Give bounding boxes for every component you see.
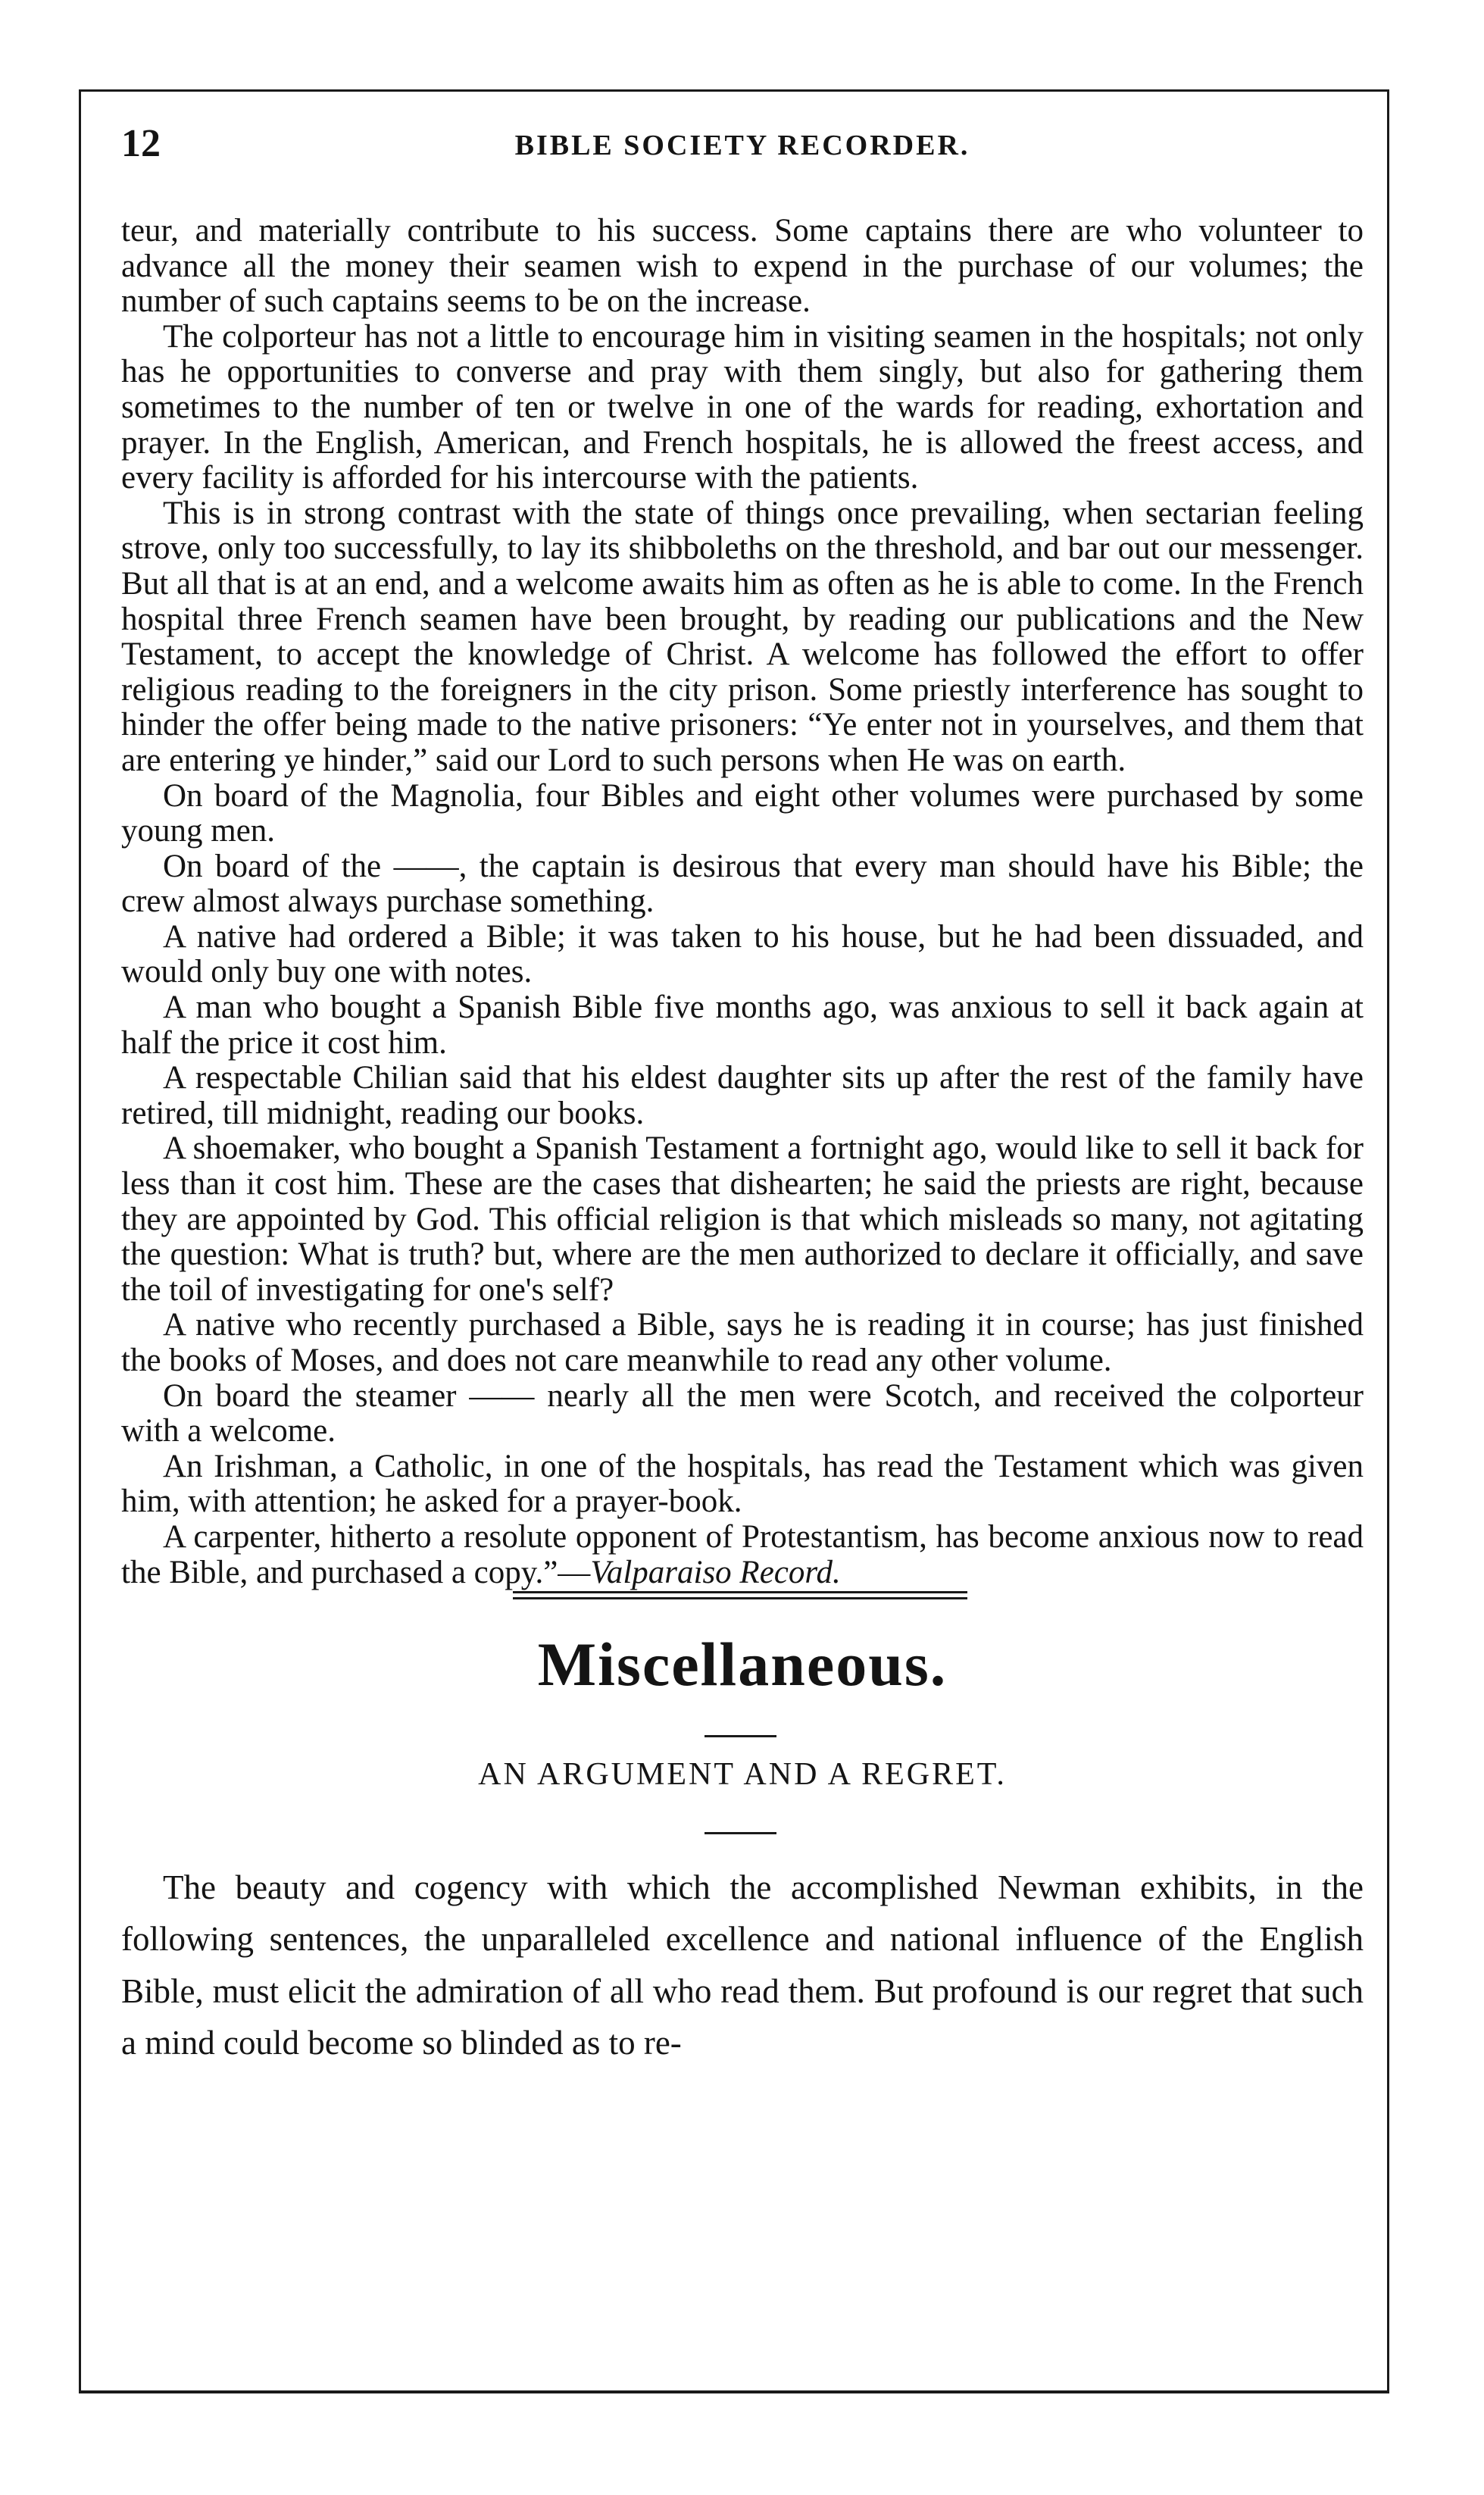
paragraph: The beauty and cogency with which the accomplished Newman exhibits, in the following sentences, the unparalleled excellence and national influence of the English Bible, must elicit the admiration of all who read them. But profound is our regret that such a mind could become so blinded as to re- — [121, 1868, 1364, 2062]
running-title: BIBLE SOCIETY RECORDER. — [514, 130, 970, 161]
section-divider — [513, 1591, 967, 1599]
paragraph: A respectable Chilian said that his eldest daughter sits up after the rest of the family have retired, till midnight, reading our books. — [121, 1060, 1364, 1131]
section-heading: Miscellaneous. — [537, 1630, 948, 1699]
bottom-border-rule — [79, 2390, 1389, 2393]
paragraph: An Irishman, a Catholic, in one of the hospitals, has read the Testament which was given him, with attention; he asked for a prayer-book. — [121, 1448, 1364, 1520]
page-header — [121, 121, 1364, 167]
paragraph: A native had ordered a Bible; it was taken to his house, but he had been dissuaded, and would only buy one with notes. — [121, 918, 1364, 990]
paragraph: A shoemaker, who bought a Spanish Testament a fortnight ago, would like to sell it back for less than it cost him. These are the cases that dishearten; he said the priests are right, because they are appointed by God. This official religion is that which misleads so many, not agitating the question: What is truth? but, where are the men authorized to declare it officially, and save the toil of investigating for one's self? — [121, 1130, 1364, 1308]
paragraph: On board the steamer —— nearly all the men were Scotch, and received the colporteur with a welcome. — [121, 1377, 1364, 1449]
paragraph: A man who bought a Spanish Bible five months ago, was anxious to sell it back again at half the price it cost him. — [121, 990, 1364, 1061]
paragraph: teur, and materially contribute to his success. Some captains there are who volunteer to advance all the money their seamen wish to expend in the purchase of our volumes; the number of such captains seems to be on the increase. — [121, 213, 1364, 320]
source-citation: Valparaiso Record. — [590, 1554, 841, 1590]
title-underline-rule — [705, 1832, 776, 1834]
heading-underline-rule — [705, 1735, 776, 1737]
page-number: 12 — [121, 122, 161, 165]
paragraph: On board of the Magnolia, four Bibles and eight other volumes were purchased by some young men. — [121, 777, 1364, 849]
article-body — [121, 214, 1364, 1590]
paragraph: The colporteur has not a little to encourage him in visiting seamen in the hospitals; not only has he opportunities to converse and pray with them singly, but also for gathering them sometimes to the number of ten or twelve in one of the wards for reading, exhortation and prayer. In the English, American, and French hospitals, he is allowed the freest access, and every facility is afforded for his intercourse with the patients. — [121, 318, 1364, 496]
article-title: AN ARGUMENT AND A REGRET. — [478, 1757, 1007, 1792]
paragraph: On board of the ——, the captain is desirous that every man should have his Bible; the crew almost always purchase something. — [121, 848, 1364, 920]
closing-paragraph — [121, 1520, 1364, 1590]
paragraph: This is in strong contrast with the state of things once prevailing, when sectarian feeling strove, only too successfully, to lay its shibboleths on the threshold, and bar out our messenger. But all that is at an end, and a welcome awaits him as often as he is able to come. In the French hospital three French seamen have been brought, by reading our publications and the New Testament, to accept the knowledge of Christ. A welcome has followed the effort to offer religious reading to the foreigners in the city prison. Some priestly interference has sought to hinder the offer being made to the native prisoners: “Ye enter not in yourselves, and them that are entering ye hinder,” said our Lord to such persons when He was on earth. — [121, 495, 1364, 778]
paragraph: A native who recently purchased a Bible, says he is reading it in course; has just finished the books of Moses, and does not care meanwhile to read any other volume. — [121, 1307, 1364, 1378]
article-body-2 — [121, 1862, 1364, 2068]
closing-paragraph-text: A carpenter, hitherto a resolute opponent of Protestantism, has become anxious now to read the Bible, and purchased a copy.”— — [121, 1518, 1364, 1590]
